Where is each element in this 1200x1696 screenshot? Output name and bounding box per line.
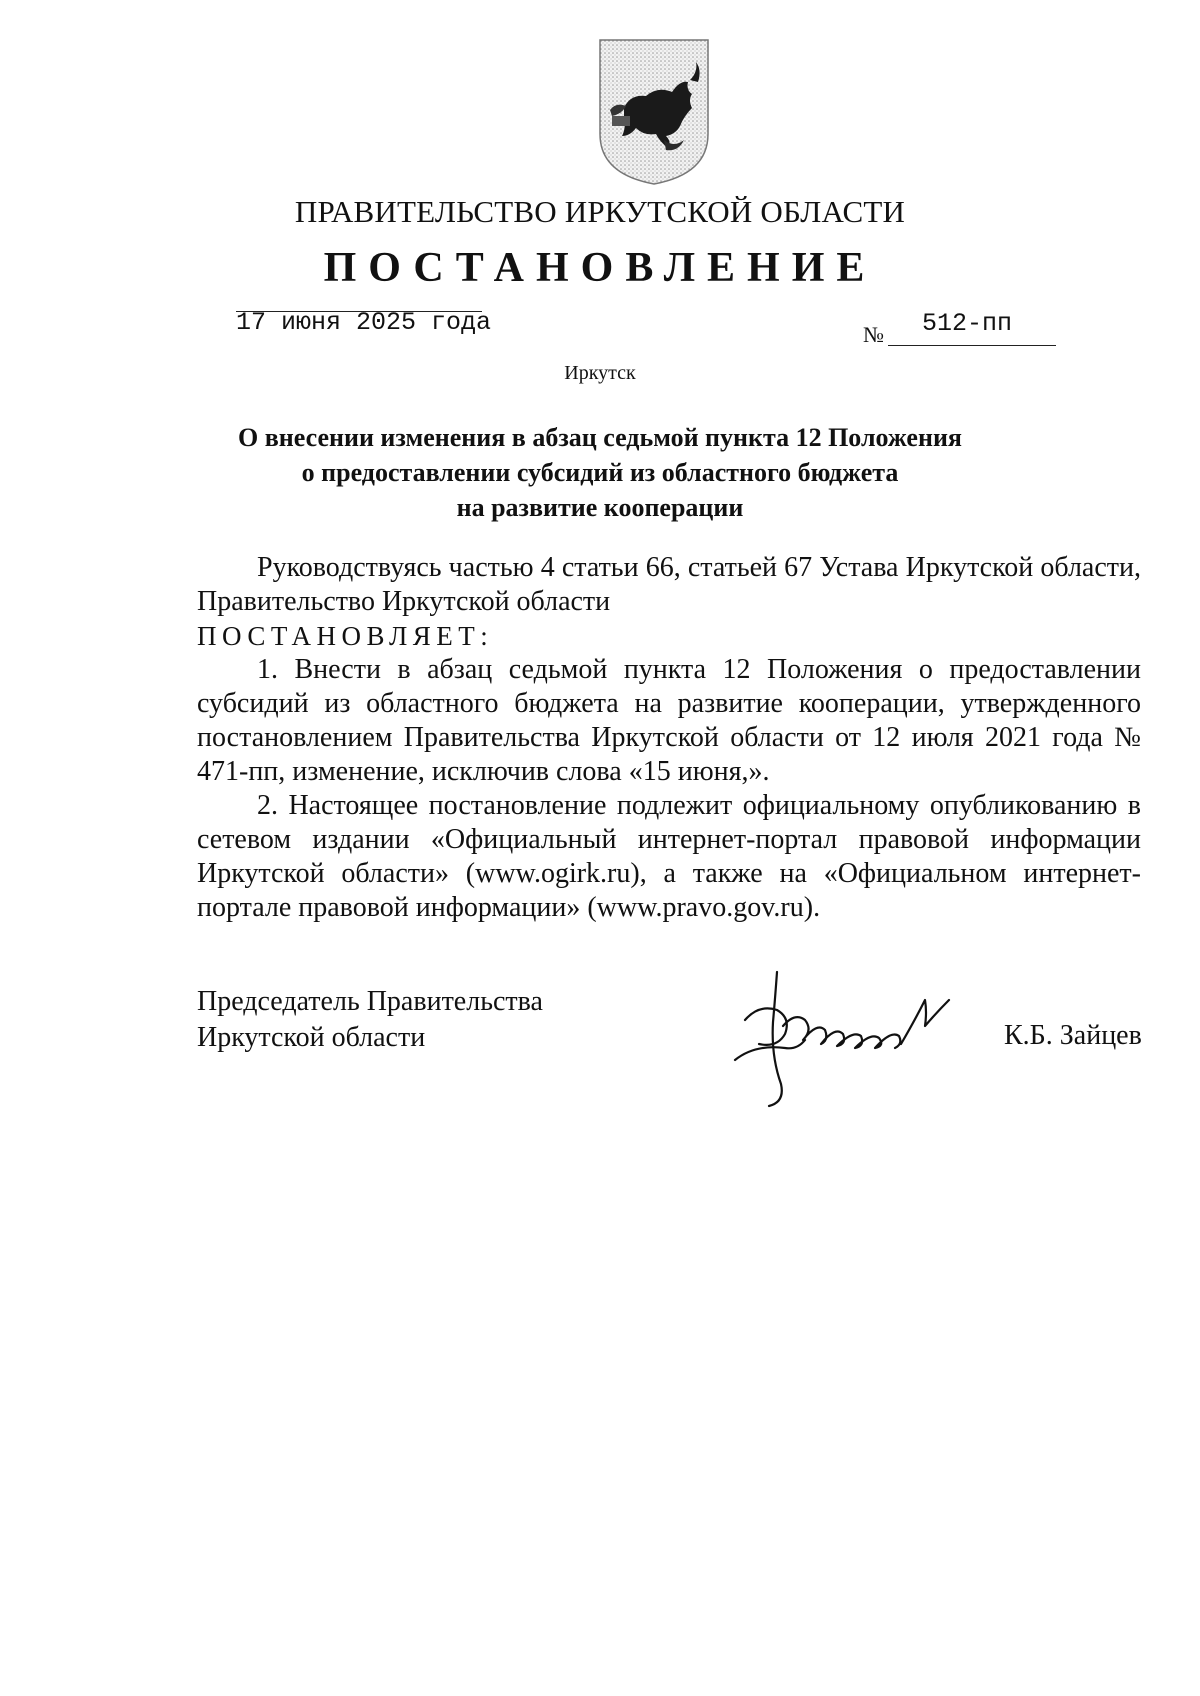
- position-line: Иркутской области: [197, 1022, 426, 1053]
- subject-line: на развитие кооперации: [456, 493, 744, 522]
- government-title: ПРАВИТЕЛЬСТВО ИРКУТСКОЙ ОБЛАСТИ: [294, 194, 906, 229]
- document-number: 512-пп: [922, 309, 1013, 338]
- handwritten-signature-icon: [725, 960, 985, 1115]
- decree-word: ПОСТАНОВЛЯЕТ:: [197, 621, 494, 651]
- date-underline: [236, 311, 482, 312]
- preamble-paragraph: Руководствуясь частью 4 статьи 66, статьей 67 Устава Иркутской области, Правительство Иркутской области: [197, 552, 1141, 617]
- document-type-heading: ПОСТАНОВЛЕНИЕ: [323, 245, 877, 291]
- number-sign: №: [863, 322, 884, 347]
- subject-line: О внесении изменения в абзац седьмой пункта 12 Положения: [237, 423, 962, 452]
- position-line: Председатель Правительства: [197, 986, 543, 1017]
- number-underline: [888, 345, 1056, 346]
- signatory-position: [197, 984, 543, 1056]
- document-subject: [0, 420, 1200, 525]
- item-paragraph-2: 2. Настоящее постановление подлежит официальному опубликованию в сетевом издании «Официальный интернет-портал правовой информации Иркутской области» (www.ogirk.ru), а также на «Официальном интернет-портале правовой информации» (www.pravo.gov.ru).: [197, 790, 1141, 923]
- document-body: [197, 551, 1141, 925]
- city-name: Иркутск: [564, 362, 636, 384]
- document-date: 17 июня 2025 года: [236, 308, 492, 337]
- irkutsk-coat-of-arms-icon: [596, 36, 712, 186]
- signatory-name: К.Б. Зайцев: [1004, 1020, 1142, 1051]
- subject-line: о предоставлении субсидий из областного бюджета: [301, 458, 899, 487]
- item-paragraph-1: 1. Внести в абзац седьмой пункта 12 Положения о предоставлении субсидий из областного бюджета на развитие кооперации, утвержденного постановлением Правительства Иркутской области от 12 июля 2021 года № 471-пп, изменение, исключив слова «15 июня,».: [197, 654, 1141, 787]
